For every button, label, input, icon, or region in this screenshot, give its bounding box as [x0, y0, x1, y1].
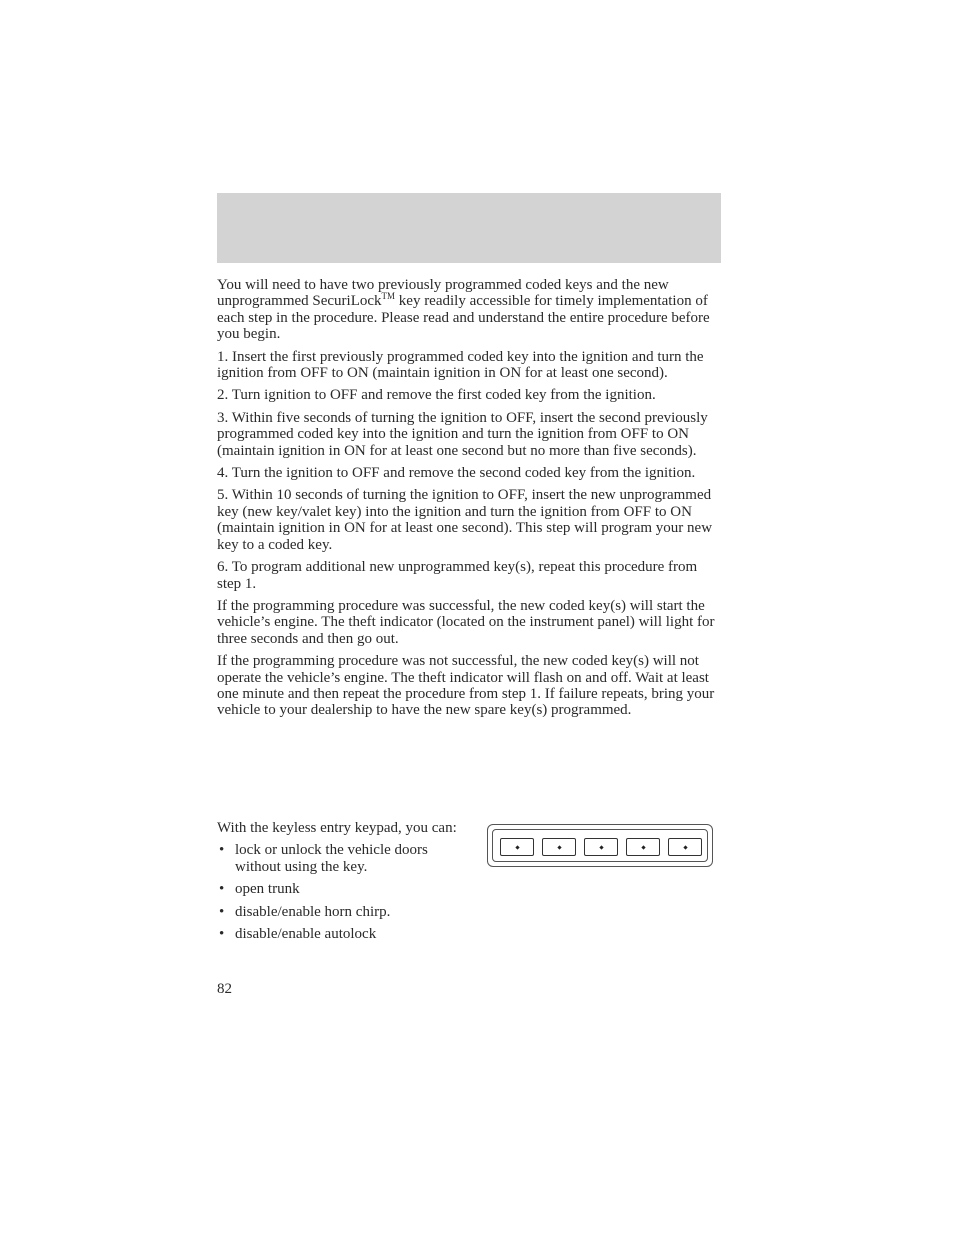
intro-text-rest: key readily accessible for timely implementation of each step in the procedure. Please read and understand the entire procedure before you begin. — [217, 293, 710, 343]
page-number: 82 — [217, 981, 232, 997]
step-5: 5. Within 10 seconds of turning the ignition to OFF, insert the new unprogrammed key (new key/valet key) into the ignition and turn the ignition from OFF to ON (maintain ignition in ON for at least one second). This step will program your new key to a coded key. — [217, 487, 713, 553]
step-2: 2. Turn ignition to OFF and remove the first coded key from the ignition. — [217, 387, 656, 404]
step-1: 1. Insert the first previously programmed coded key into the ignition and turn the ignition from OFF to ON (maintain ignition in ON for at least one second). — [217, 348, 704, 382]
keypad-frame — [492, 829, 708, 862]
keypad-button-pip-icon — [683, 845, 687, 849]
keypad-button-icon — [626, 838, 660, 856]
step-6: 6. To program additional new unprogrammed key(s), repeat this procedure from step 1. — [217, 559, 698, 592]
keypad-button-icon — [584, 838, 618, 856]
success-paragraph: If the programming procedure was successful, the new coded key(s) will start the vehicle’s engine. The theft indicator (located on the instrument panel) will light for three seconds and then go out. — [217, 597, 715, 647]
keypad-feature-list — [217, 842, 477, 942]
bullet-icon: • — [219, 926, 225, 943]
step-4: 4. Turn the ignition to OFF and remove the second coded key from the ignition. — [217, 465, 696, 482]
keypad-button-icon — [500, 838, 534, 856]
section-header-band — [217, 193, 721, 263]
keypad-intro: With the keyless entry keypad, you can: — [217, 820, 457, 836]
procedure-text — [217, 277, 723, 725]
keypad-button-icon — [668, 838, 702, 856]
bullet-icon: • — [219, 842, 225, 859]
list-item-text: disable/enable horn chirp. — [235, 903, 391, 920]
trademark-mark: TM — [381, 291, 396, 302]
keypad-button-pip-icon — [515, 845, 519, 849]
list-item-text: lock or unlock the vehicle doors without using the key. — [235, 842, 428, 875]
step-3: 3. Within five seconds of turning the ignition to OFF, insert the second previously programmed coded key into the ignition and turn the ignition from OFF to ON (maintain ignition in ON for at least one second but no more than five seconds). — [217, 409, 708, 459]
list-item-text: open trunk — [235, 881, 300, 898]
bullet-icon: • — [219, 903, 225, 920]
keypad-button-icon — [542, 838, 576, 856]
keypad-button-pip-icon — [557, 845, 561, 849]
list-item — [217, 842, 477, 875]
failure-paragraph: If the programming procedure was not successful, the new coded key(s) will not operate the vehicle’s engine. The theft indicator will flash on and off. Wait at least one minute and then repeat the procedure from step 1. If failure repeats, bring your vehicle to your dealership to have the new spare key(s) programmed. — [217, 653, 715, 719]
keypad-button-pip-icon — [641, 845, 645, 849]
list-item — [217, 904, 477, 920]
list-item — [217, 926, 477, 942]
intro-text: You will need to have two previously programmed coded keys and the new unprogrammed SecuriLock — [217, 277, 669, 310]
intro-paragraph — [217, 277, 723, 343]
keypad-button-pip-icon — [599, 845, 603, 849]
list-item-text: disable/enable autolock — [235, 926, 377, 943]
keypad-section — [217, 820, 477, 948]
keypad-illustration — [487, 824, 713, 867]
list-item — [217, 881, 477, 897]
bullet-icon: • — [219, 881, 225, 898]
